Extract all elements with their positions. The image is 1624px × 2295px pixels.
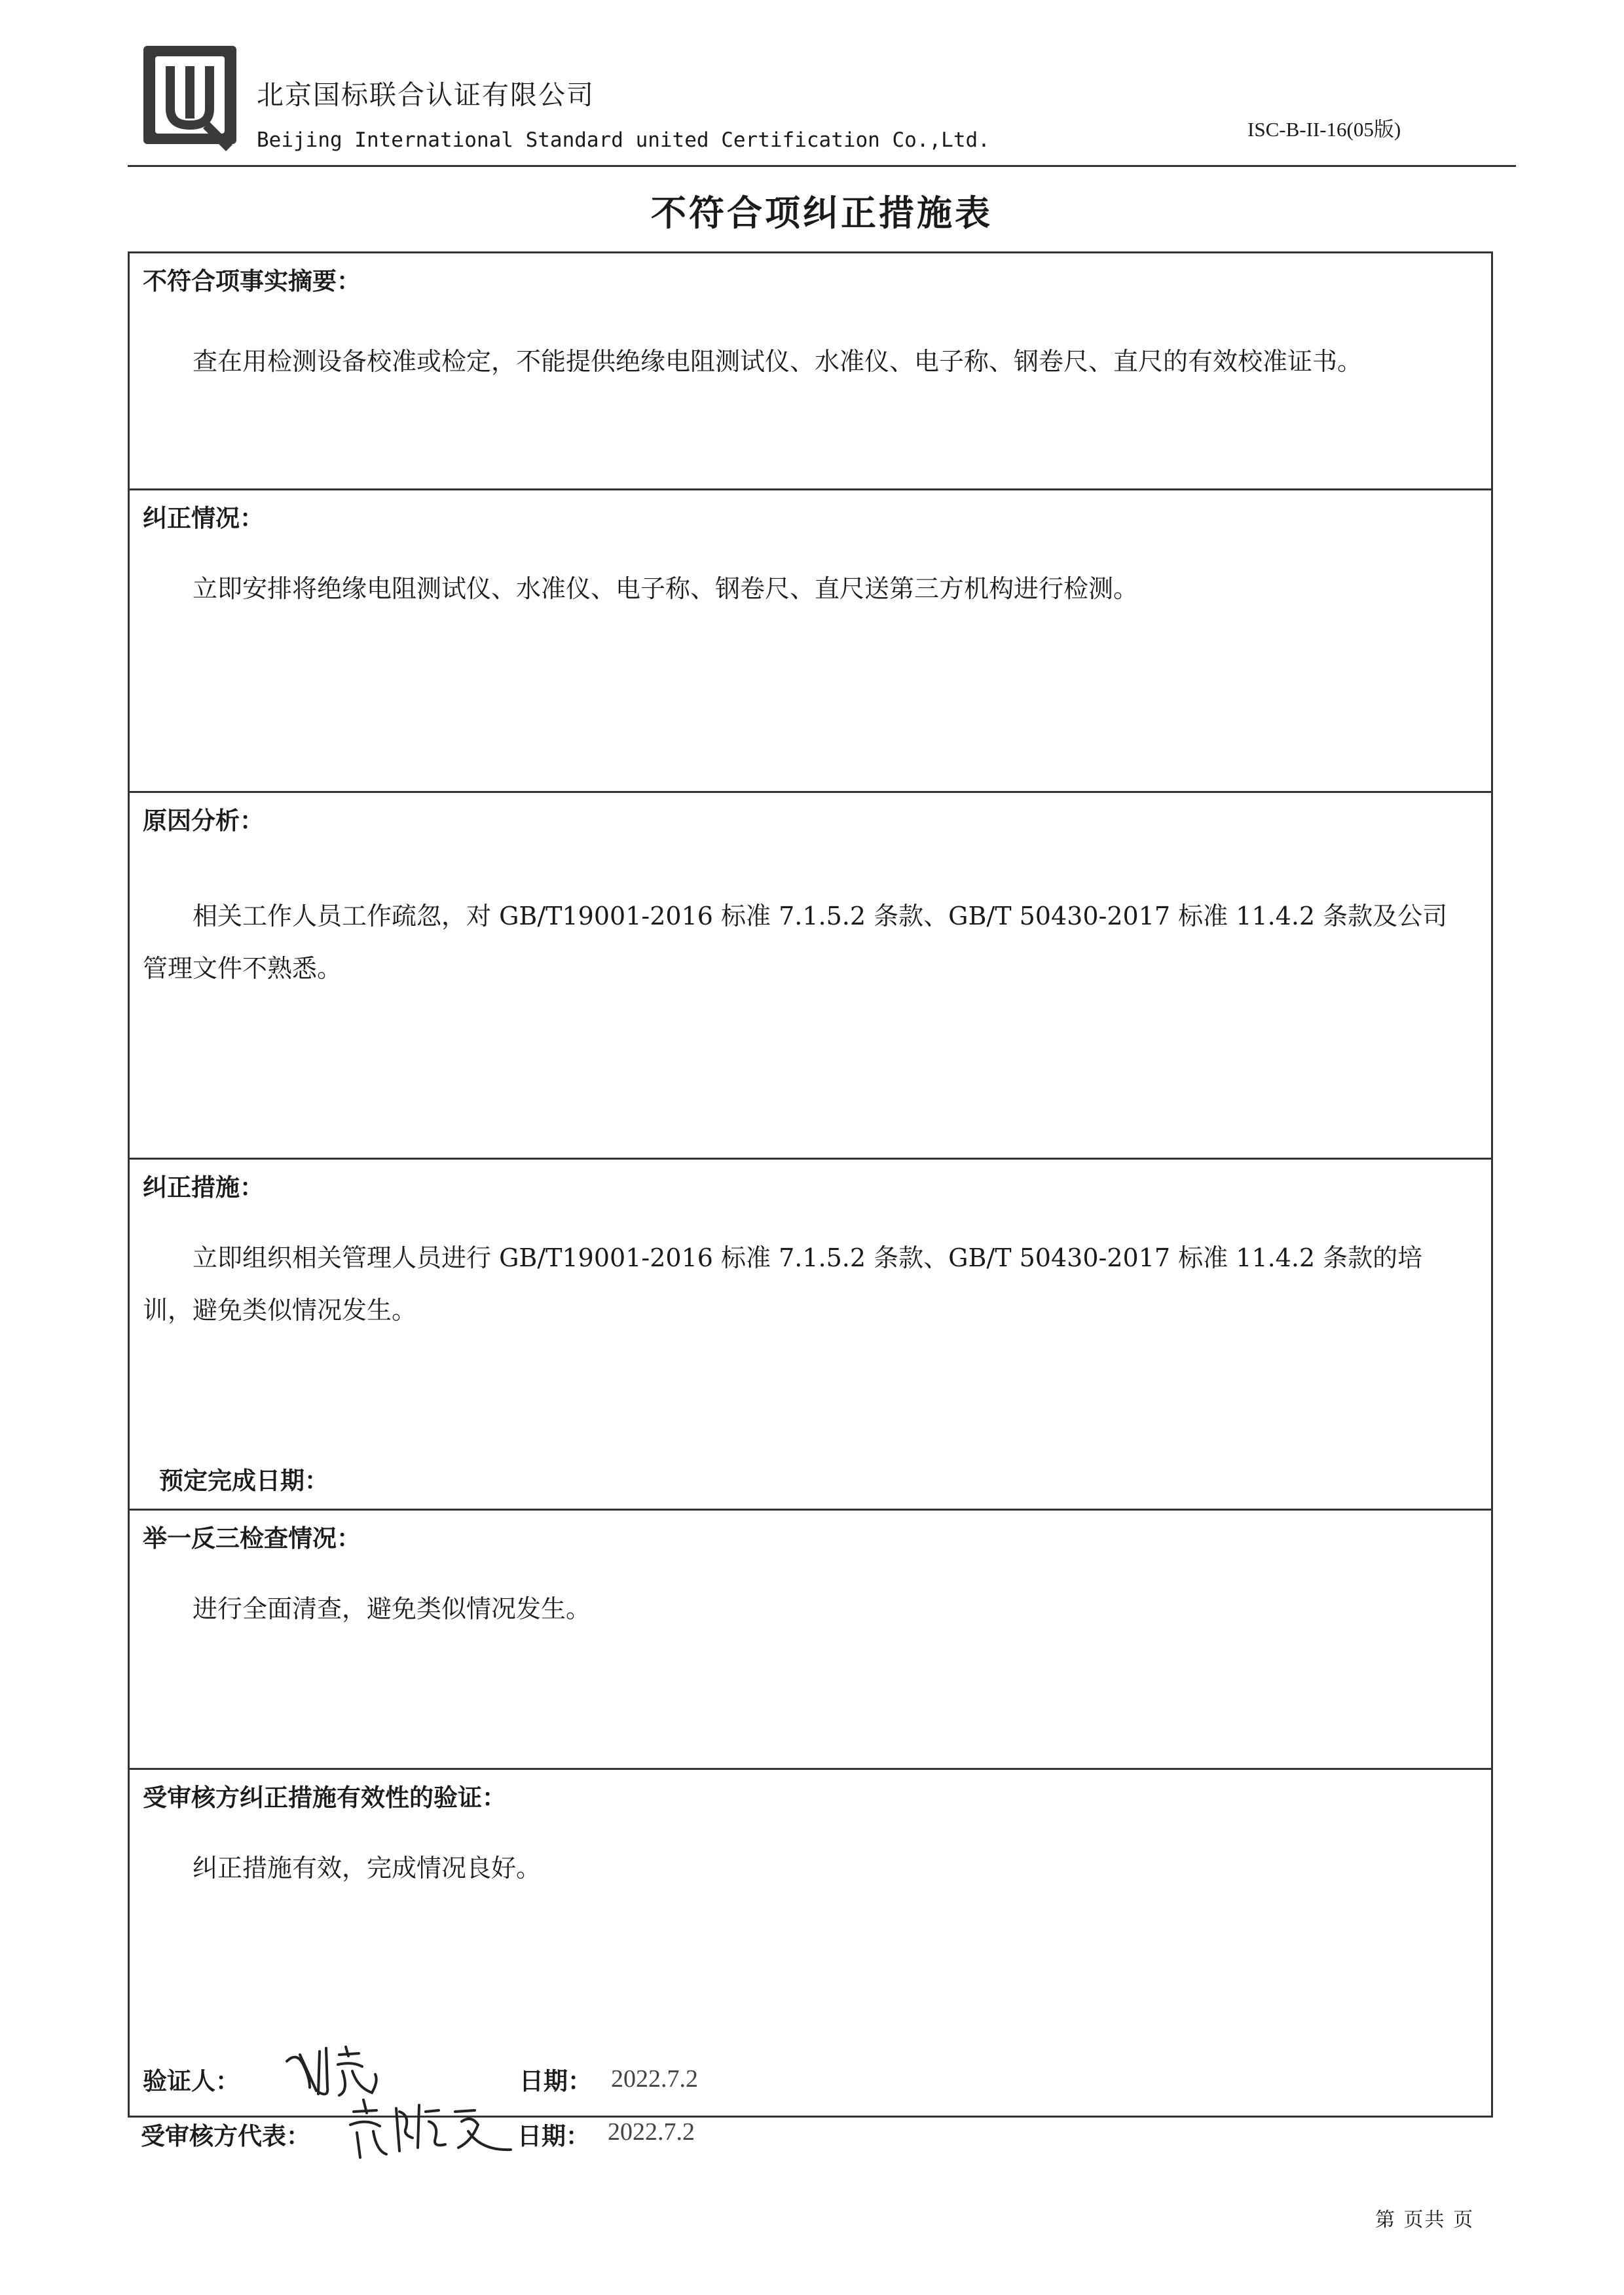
form-code: ISC-B-II-16(05版) bbox=[1247, 118, 1401, 141]
header-divider bbox=[128, 165, 1516, 167]
section-label: 原因分析： bbox=[143, 807, 264, 835]
auditee-signature-icon bbox=[341, 2092, 524, 2167]
section-text: 进行全面清查，避免类似情况发生。 bbox=[193, 1594, 591, 1623]
verification-date-value: 2022.7.2 bbox=[611, 2065, 698, 2093]
verifier-label: 验证人： bbox=[143, 2067, 240, 2095]
company-name-cn: 北京国标联合认证有限公司 bbox=[257, 79, 595, 111]
section-text: 相关工作人员工作疏忽，对 GB/T19001-2016 标准 7.1.5.2 条款、GB/T 50430-2017 标准 11.4.2 条款及公司管理文件不熟悉。 bbox=[143, 902, 1448, 983]
auditee-date-label: 日期： bbox=[517, 2122, 590, 2150]
section-corrective-measures bbox=[130, 1160, 1491, 1511]
section-label: 不符合项事实摘要： bbox=[143, 267, 361, 295]
section-label: 受审核方纠正措施有效性的验证： bbox=[143, 1784, 506, 1812]
auditee-date-value: 2022.7.2 bbox=[608, 2118, 695, 2146]
section-label: 纠正情况： bbox=[143, 504, 264, 532]
company-name-en: Beijing International Standard united Certification Co.,Ltd. bbox=[257, 128, 990, 152]
page-number: 第 页共 页 bbox=[1375, 2209, 1475, 2231]
isc-logo-icon bbox=[141, 43, 239, 151]
section-effectiveness-verification bbox=[130, 1770, 1491, 2116]
section-extended-check bbox=[130, 1511, 1491, 1770]
section-label: 举一反三检查情况： bbox=[143, 1524, 361, 1552]
section-text: 立即组织相关管理人员进行 GB/T19001-2016 标准 7.1.5.2 条款、GB/T 50430-2017 标准 11.4.2 条款的培训，避免类似情况发生。 bbox=[143, 1243, 1423, 1325]
section-label: 纠正措施： bbox=[143, 1173, 264, 1202]
section-text: 立即安排将绝缘电阻测试仪、水准仪、电子称、钢卷尺、直尺送第三方机构进行检测。 bbox=[193, 574, 1139, 603]
document-title: 不符合项纠正措施表 bbox=[651, 193, 993, 234]
section-nonconformity-summary bbox=[130, 253, 1491, 490]
section-text: 查在用检测设备校准或检定，不能提供绝缘电阻测试仪、水准仪、电子称、钢卷尺、直尺的有效校准证书。 bbox=[193, 347, 1363, 376]
verification-date-label: 日期： bbox=[519, 2067, 592, 2095]
due-date-label: 预定完成日期： bbox=[159, 1467, 329, 1495]
section-cause-analysis bbox=[130, 793, 1491, 1160]
auditee-representative-label: 受审核方代表： bbox=[141, 2122, 310, 2150]
section-text: 纠正措施有效，完成情况良好。 bbox=[193, 1854, 542, 1882]
corrective-action-form bbox=[128, 251, 1493, 2118]
section-correction-status bbox=[130, 490, 1491, 793]
